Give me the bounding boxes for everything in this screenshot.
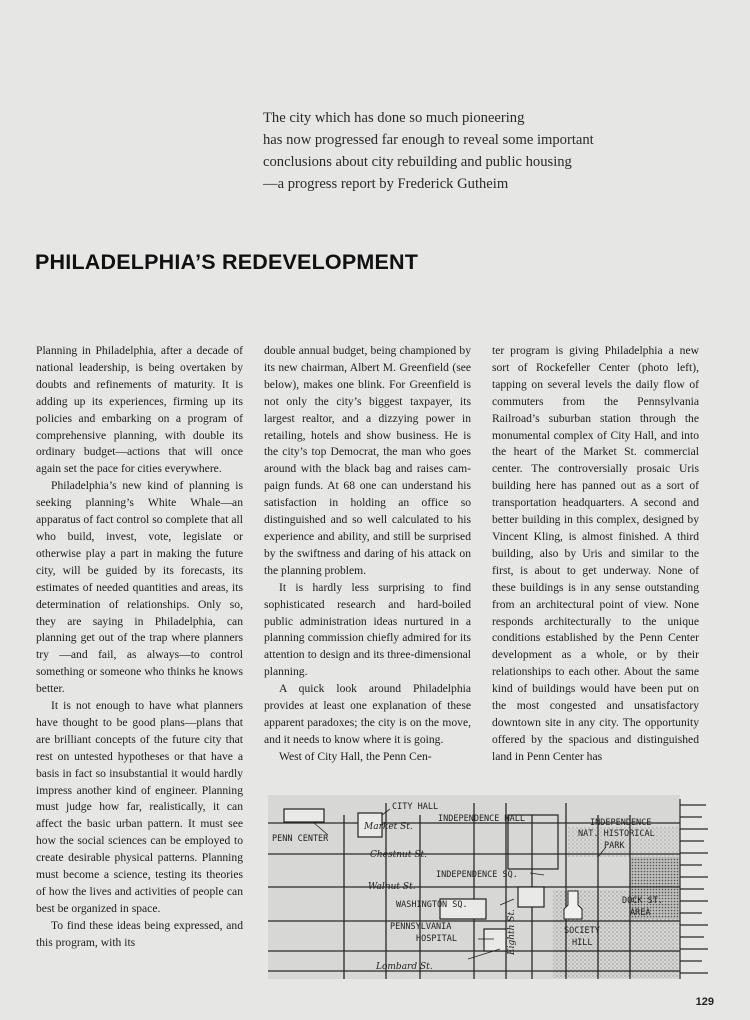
paragraph: West of City Hall, the Penn Cen- — [279, 749, 432, 763]
map-label-pennsylvania-hospital: HOSPITAL — [416, 934, 457, 944]
dek-line: conclusions about city rebuilding and public housing — [263, 154, 572, 170]
dek-line: —a progress report by Frederick Gutheim — [263, 176, 509, 192]
map-label-dock-st: AREA — [630, 908, 651, 918]
paragraph: To find these ideas being expressed, and this program, with its — [36, 918, 243, 949]
map-label-washington-sq: WASHINGTON SQ. — [396, 900, 468, 910]
paragraph: It is not enough to have what planners have thought to be good plans—plans that are brilliant concepts of the future city that rest on untested hypotheses or that have a basis in fact so insubstantial it would hardly impress another kind of engineer. Planning must judge how far, realistically, it can affect the basic urban pattern. It must see how the social sciences can be employed to create desirable physical patterns. Planning must become a science, testing its theories of how the lives and activities of people can best be organized in space. — [36, 699, 243, 915]
article-headline: PHILADELPHIA’S REDEVELOPMENT — [35, 250, 419, 274]
map-label-society-hill: HILL — [572, 938, 593, 948]
paragraph: A quick look around Philadelphia provides at least one explanation of these apparent paradoxes; the city is on the move, and it needs to know where it is going. — [264, 682, 471, 746]
map-label-independence-park: NAT. HISTORICAL — [578, 829, 655, 839]
dek-line: has now progressed far enough to reveal some important — [263, 132, 594, 148]
text-column-1 — [36, 343, 243, 973]
text-column-2 — [264, 343, 471, 783]
dek-line: The city which has done so much pioneering — [263, 110, 525, 126]
pennsylvania-hospital-block — [484, 929, 506, 951]
penn-center-block — [284, 809, 324, 822]
independence-square-block — [518, 887, 544, 907]
paragraph: It is hardly less surprising to find sophisticated research and hard-boiled public administration ideas nurtured in a planning commission chiefly admired for its attention to design and its three-dimensional planning. — [264, 580, 471, 679]
map-label-lombard-st: Lombard St. — [376, 962, 433, 972]
map-label-society-hill: SOCIETY — [564, 926, 600, 936]
map-label-walnut-st: Walnut St. — [368, 882, 416, 892]
dek-intro — [263, 107, 683, 195]
paragraph: Planning in Philadelphia, after a decade of national leadership, is being overtaken by doubts and refinements of maturity. It is adding up its experiences, firming up its policies and embarking on a program of comprehensive planning, with double its ordinary budget—actions that will once again set the pace for cities everywhere. — [36, 344, 243, 476]
map-label-chestnut-st: Chestnut St. — [370, 850, 427, 860]
downtown-map — [268, 795, 716, 985]
paragraph: double annual budget, being championed by its new chairman, Albert M. Greenfield (see below), makes one blink. For Greenfield is not only the city’s biggest taxpayer, its largest realtor, and a dizzying power in retailing, hotels and show business. He is the city’s top Democrat, the man who goes around with the black bag and raises campaign funds. At 68 one can understand his satisfaction in holding an office so distinguished and so well calculated to his experience and ability, and still be surprised by the swiftness and daring of his attack on the planning problem. — [264, 344, 471, 577]
map-label-dock-st: DOCK ST. — [622, 896, 663, 906]
map-label-independence-park: INDEPENDENCE — [590, 818, 652, 828]
map-label-independence-park: PARK — [604, 841, 625, 851]
map-label-pennsylvania-hospital: PENNSYLVANIA — [390, 922, 452, 932]
map-label-city-hall: CITY HALL — [392, 802, 439, 812]
map-drawing — [268, 795, 716, 985]
paragraph: Philadelphia’s new kind of planning is seeking planning’s White Whale—an apparatus of fact control so complete that all who build, invest, vote, legislate or otherwise play a part in making the future city, will be guided by its forecasts, its estimates of needed quantities and areas, its determination of relationships. Only so, they are saying in Philadelphia, can planning get out of the trap where planners try —and fail, as always—to control something or someone who thinks he knows better. — [36, 479, 243, 696]
map-label-penn-center: PENN CENTER — [272, 834, 329, 844]
map-label-eighth-st: Eighth St. — [507, 909, 517, 955]
map-label-market-st: Market St. — [364, 822, 413, 832]
paragraph: ter program is giving Philadelphia a new sort of Rockefeller Center (photo left), tapping on several levels the daily flow of commuters from the Pennsylvania Railroad’s suburban station through the monumental complex of City Hall, and into the heart of the Market St. commercial center. The controversially prosaic Uris building here has panned out as a sort of transportation headquarters. A second and better building in this complex, designed by Vincent Kling, is almost finished. A third building, also by Uris and similar to the first, is about to get underway. None of these buildings is in any sense outstanding from an architectural point of view. None responds architecturally to the unique conditions established by the Penn Center development as a whole, or by their relationships to each other. About the same kind of buildings would have been put on the most congested and unsatisfactory downtown site in any city. The opportunity offered by the spacious and distinguished land in Penn Center has — [492, 344, 699, 763]
map-label-independence-sq: INDEPENDENCE SQ. — [436, 870, 518, 880]
page-number: 129 — [695, 996, 714, 1008]
waterfront-piers — [680, 799, 708, 979]
map-label-independence-mall: INDEPENDENCE MALL — [438, 814, 525, 824]
text-column-3 — [492, 343, 699, 783]
